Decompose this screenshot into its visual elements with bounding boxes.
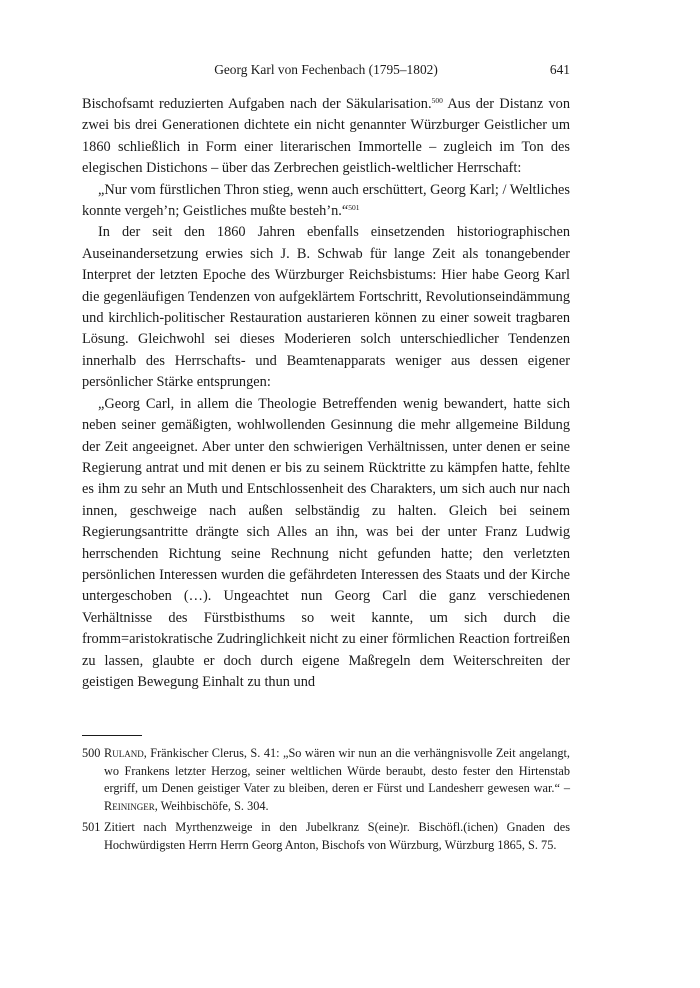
footnote-number: 500: [82, 746, 101, 760]
paragraph-1: [82, 94, 570, 180]
page-header: [82, 60, 570, 80]
verse-quote-text: „Nur vom fürstlichen Thron stieg, wenn auch erschüttert, Georg Karl; / Weltliches konnte vergeh’n; Geistliches mußte besteh’n.“: [82, 181, 570, 220]
main-text: [82, 94, 570, 693]
footnote-rule: [82, 735, 142, 736]
footnote-text: Zitiert nach Myrthenzweige in den Jubelkranz S(eine)r. Bischöfl.(ichen) Gnaden des Hochwürdigsten Herrn Herrn Georg Anton, Bischofs von Würzburg, Würzburg 1865, S. 75.: [104, 820, 570, 852]
page-number: 641: [549, 62, 570, 77]
footnote-ref-501[interactable]: 501: [348, 203, 360, 213]
footnote-author: Ruland: [104, 746, 144, 760]
running-title: Georg Karl von Fechenbach (1795–1802): [214, 62, 438, 77]
paragraph-1-text-cont: Aus der Distanz von zwei bis drei Generationen dichtete ein nicht genannter Würzburger Geistlicher um 1860 schließlich in Form einer literarischen Immortelle – zugleich im Ton des elegischen Distichons – über das Zerbrechen geistlich-weltlicher Herrschaft:: [82, 96, 571, 177]
block-quote: „Georg Carl, in allem die Theologie Betreffenden wenig bewandert, hatte sich neben seiner gemäßigten, wohlwollenden Gesinnung die mehr allgemeine Bildung der Zeit angeeignet. Aber unter den schwierigen Verhältnissen, unter denen er seine Regierung antrat und mit denen er bis zu seinem Rücktritte zu kämpfen hatte, fehlte es ihm zu sehr an Muth und Entschlossenheit des Charakters, um sich auch nur nach innen, geschweige nach außen selbständig zu halten. Gleich bei seinem Regierungsantritte drängte sich Alles an ihn, was bei der unter Franz Ludwig herrschenden Richtung seine Rechnung nicht gefunden hatte; den verletzten persönlichen Interessen wurden die gefährdeten Interessen des Staats und der Kirche untergeschoben (…). Ungeachtet nun Georg Carl die ganz verschiedenen Verhältnisse des Fürstbisthums so weit kannte, um sich durch die fromm=aristokratische Zudringlichkeit nicht zu einer förmlichen Reaction fortreißen zu lassen, glaubte er doch durch eigene Maßregeln dem Weiterschreiten der geistigen Bewegung Einhalt zu thun und: [82, 395, 570, 690]
paragraph-1-text: Bischofsamt reduzierten Aufgaben nach der Säkularisation.: [82, 96, 432, 112]
footnote-501: [82, 819, 570, 854]
footnotes: [82, 745, 570, 859]
footnote-text: , Fränkischer Clerus, S. 41: „So wären wir nun an die verhängnisvolle Zeit angelangt, wo Frankens letzter Herzog, seiner weltlichen Würde beraubt, desto fester den Hirtenstab ergriff, um Denen geistiger Vater zu bleiben, deren er Fürst und Landesherr gewesen war.“ –: [104, 746, 570, 796]
footnote-author: Reininger: [104, 798, 155, 813]
footnote-500: [82, 745, 570, 815]
verse-quote: [82, 180, 570, 223]
footnote-text: , Weihbischöfe, S. 304.: [154, 798, 269, 813]
footnote-ref-500[interactable]: 500: [431, 96, 443, 105]
footnote-number: 501: [82, 820, 101, 835]
paragraph-3: In der seit den 1860 Jahren ebenfalls einsetzenden historiographischen Auseinandersetzung erwies sich J. B. Schwab für lange Zeit als tonangebender Interpret der letzten Epoche des Würzburger Reichsbistums: Hier habe Georg Karl die gegenläufigen Tendenzen von aufgeklärtem Fortschritt, Revolutionseindämmung und kirchlich-politischer Restauration austarieren können zu einer soweit tragbaren Lösung. Gleichwohl sei dieses Moderieren solch unterschiedlicher Tendenzen innerhalb des Herrschafts- und Beamtenapparats weniger aus dessen eigener persönlicher Stärke entsprungen:: [82, 224, 570, 391]
